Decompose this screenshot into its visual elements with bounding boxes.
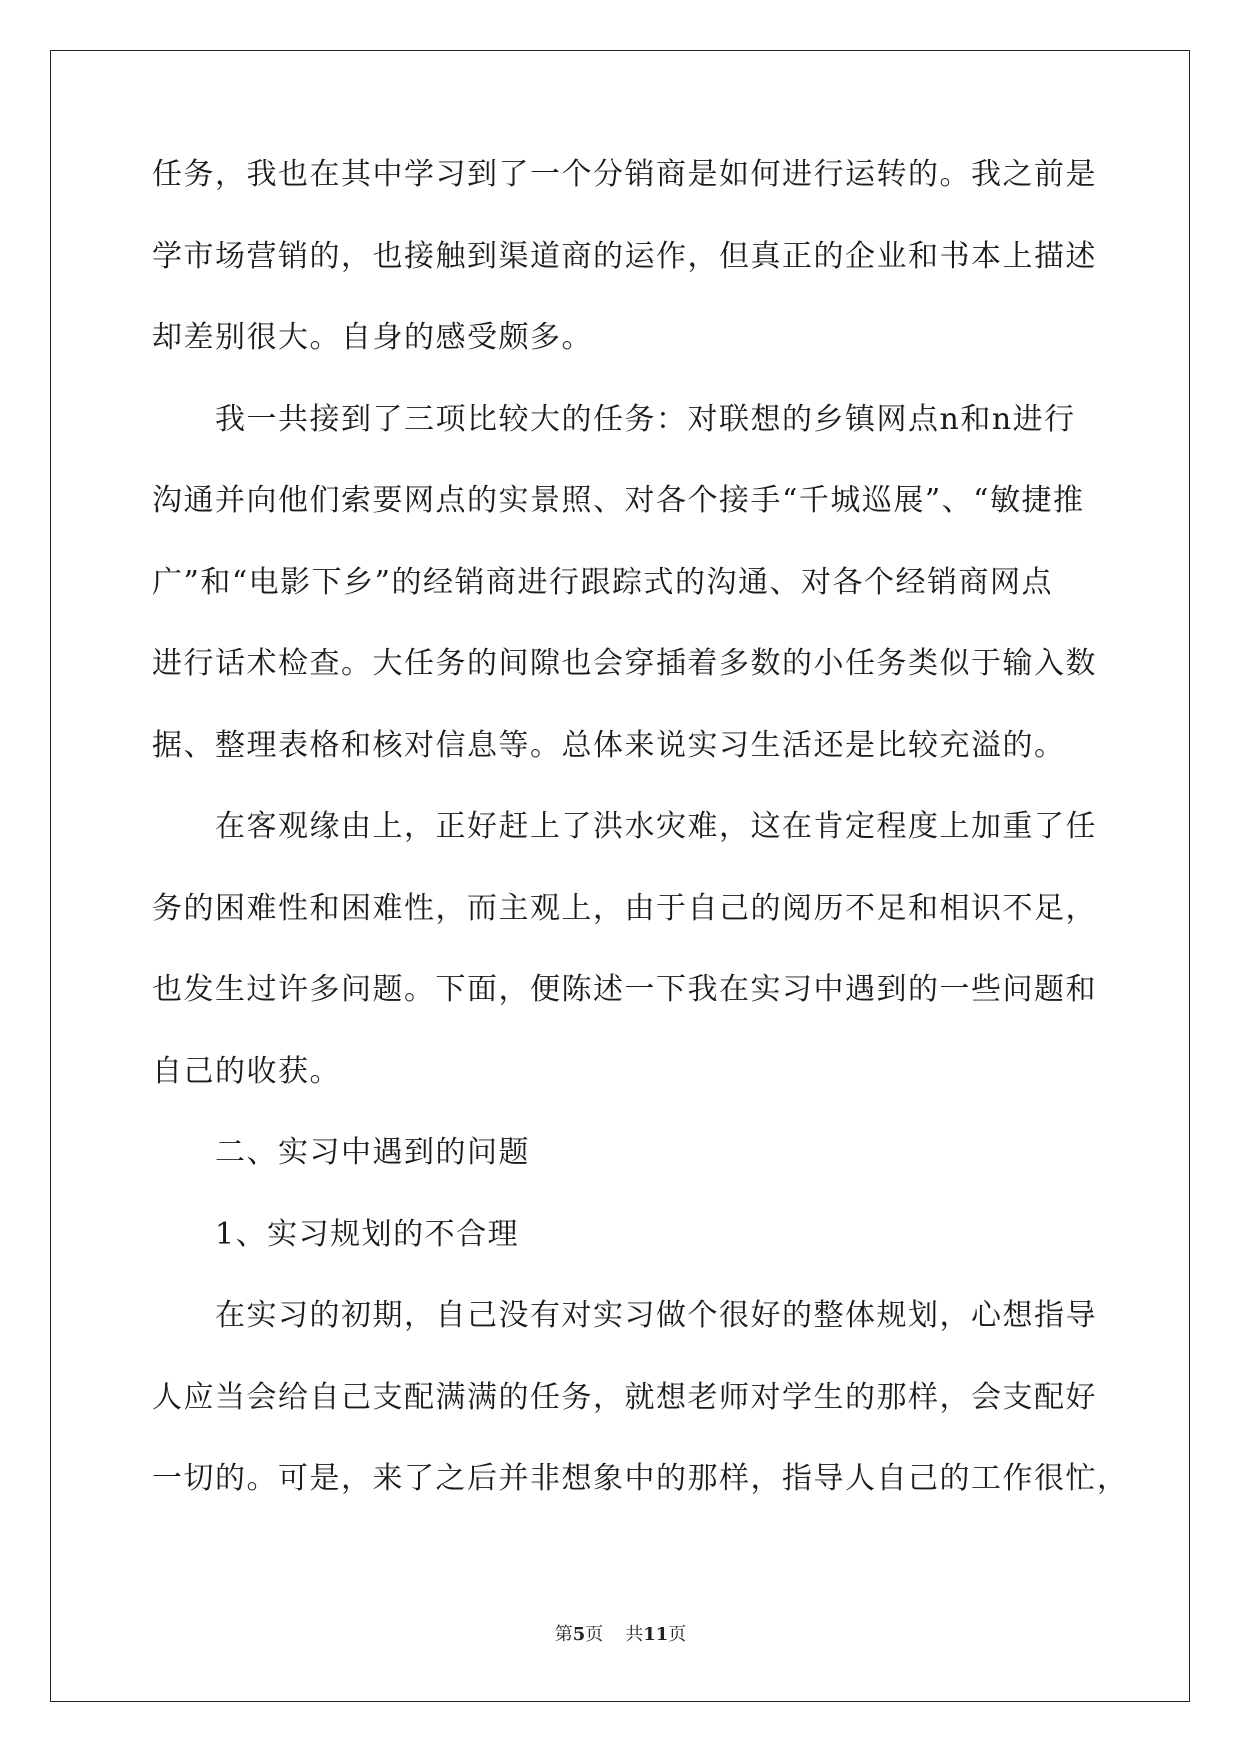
body-line: 任务，我也在其中学习到了一个分销商是如何进行运转的。我之前是 [152, 157, 1097, 192]
body-line: 进行话术检查。大任务的间隙也会穿插着多数的小任务类似于输入数 [152, 646, 1097, 681]
body-line: 学市场营销的，也接触到渠道商的运作，但真正的企业和书本上描述 [152, 238, 1097, 274]
body-line: 在客观缘由上，正好赶上了洪水灾难，这在肯定程度上加重了任 [152, 809, 1097, 844]
body-line: 在实习的初期，自己没有对实习做个很好的整体规划，心想指导 [152, 1298, 1097, 1333]
footer-total-suffix: 页 [668, 1624, 687, 1645]
page-footer [0, 1620, 1241, 1646]
body-line: 一切的。可是，来了之后并非想象中的那样，指导人自己的工作很忙， [152, 1461, 1129, 1496]
body-line: 我一共接到了三项比较大的任务：对联想的乡镇网点n和n进行 [152, 401, 1076, 437]
body-line: 也发生过许多问题。下面，便陈述一下我在实习中遇到的一些问题和 [152, 972, 1097, 1007]
current-page-number: 5 [572, 1624, 586, 1645]
body-line: 自己的收获。 [152, 1053, 341, 1089]
body-line: 据、整理表格和核对信息等。总体来说实习生活还是比较充溢的。 [152, 727, 1066, 763]
body-line: 广”和“电影下乡”的经销商进行跟踪式的沟通、对各个经销商网点 [152, 564, 1054, 600]
footer-page-suffix: 页 [585, 1624, 604, 1645]
section-heading: 二、实习中遇到的问题 [152, 1135, 530, 1170]
body-line: 务的困难性和困难性，而主观上，由于自己的阅历不足和相识不足， [152, 890, 1097, 926]
footer-prefix: 第 [554, 1624, 573, 1645]
body-line: 沟通并向他们索要网点的实景照、对各个接手“千城巡展”、“敏捷推 [152, 483, 1085, 518]
body-line: 却差别很大。自身的感受颇多。 [152, 320, 593, 355]
body-line: 人应当会给自己支配满满的任务，就想老师对学生的那样，会支配好 [152, 1379, 1097, 1415]
document-body [152, 155, 1129, 1541]
footer-total-prefix: 共 [625, 1624, 644, 1645]
total-page-count: 11 [643, 1624, 669, 1645]
subsection-heading: 1、实习规划的不合理 [152, 1216, 520, 1252]
